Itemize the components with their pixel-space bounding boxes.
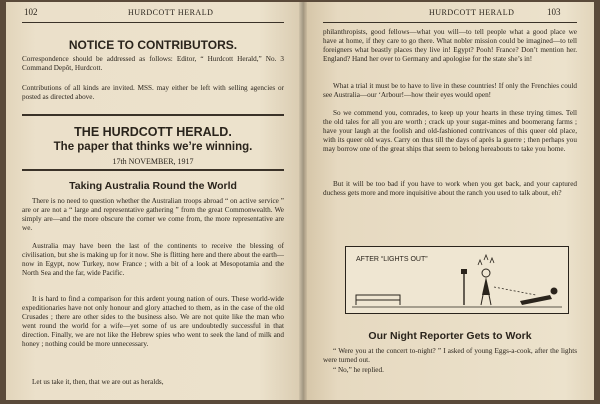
right-para-1: philanthropists, good fellows—what you will—to tell people what a good place we have at home, if they care to go there. What nobler mission could be imagined—to tell foreigners what beastly places they live in! Egypt? Pooh! France? Don’t mention her. England? Hand her over to Germany and apologise for the state she’s in! bbox=[323, 28, 577, 63]
article-para-2: Australia may have been the last of the continents to receive the blessing of civilisation, but she is making up for it now. She is flitting here and there about the earth—now in Egypt, now Turkey, now France ; with a bit of a look at Mesopotamia and the North Sea and the far, wide Pacific. bbox=[22, 242, 284, 277]
notice-para-2: Contributions of all kinds are invited. MSS. may either be left with selling agencies or posted as directed above. bbox=[22, 84, 284, 101]
running-head-left: HURDCOTT HERALD bbox=[128, 8, 214, 17]
header-rule-left bbox=[22, 22, 284, 23]
book-gutter bbox=[299, 2, 307, 400]
cartoon-after-lights-out bbox=[345, 246, 569, 314]
figure-head bbox=[482, 269, 490, 277]
right-para-2: What a trial it must be to have to live in these countries! If only the Frenchies could see Australia—our ‘Arbour!—how their eyes would open! bbox=[323, 82, 577, 99]
right-article-para-1: “ Were you at the concert to-night? ” I asked of young Eggs-a-cook, after the lights were turned out. bbox=[323, 347, 577, 364]
right-article-para-2: “ No,” he replied. bbox=[333, 366, 384, 374]
article-para-1: There is no need to question whether the Australian troops abroad “ on active service ” are or are not a “ large and representative gathering ” from the great Commonwealth. We simply are—and the more obscure the corner we come from, the more representative are we. bbox=[22, 197, 284, 232]
masthead-title: THE HURDCOTT HERALD. bbox=[74, 125, 232, 139]
header-rule-right bbox=[323, 22, 577, 23]
reclining-figure-head bbox=[551, 288, 558, 295]
article-para-4: Let us take it, then, that we are out as heralds, bbox=[32, 378, 164, 386]
masthead-rule-top bbox=[22, 114, 284, 116]
right-para-3: So we commend you, comrades, to keep up your hearts in these trying times. Tell the old tales for all you are worth ; crack up your sugar-mines and boomerang farms ; have your laugh at the foolish and old-fashioned contrivances of this queer old place, with its queer old ways. Carry on thus till the days of après la guerre ; then perhaps you may borrow one of the great ships that seem to belong hereabouts to take you home. bbox=[323, 109, 577, 153]
cartoon-caption: AFTER “LIGHTS OUT” bbox=[356, 256, 428, 263]
page-number-right: 103 bbox=[547, 7, 561, 17]
right-page bbox=[303, 2, 594, 400]
book-spread bbox=[6, 2, 594, 400]
notice-title: NOTICE TO CONTRIBUTORS. bbox=[68, 38, 238, 52]
notice-para-1: Correspondence should be addressed as follows: Editor, “ Hurdcott Herald,” No. 3 Command Depôt, Hurdcott. bbox=[22, 55, 284, 72]
reclining-figure-body bbox=[520, 295, 552, 305]
stars-shape bbox=[478, 255, 494, 265]
running-head-right: HURDCOTT HERALD bbox=[429, 8, 515, 17]
masthead-tagline: The paper that thinks we’re winning. bbox=[53, 141, 253, 153]
right-para-4: But it will be too bad if you have to work when you get back, and your captured duchess gets more and more inquisitive about the ranch you used to talk about, eh? bbox=[323, 180, 577, 197]
masthead-rule-bottom bbox=[22, 169, 284, 171]
figure-body bbox=[482, 277, 490, 295]
left-page bbox=[6, 2, 303, 400]
bed-shape bbox=[356, 295, 400, 300]
masthead-date: 17th NOVEMBER, 1917 bbox=[112, 157, 194, 166]
article-para-3: It is hard to find a comparison for this ardent young nation of ours. These world-wide expeditionaries have not only honour and glory attached to them, as in the case of the old Crusades ; there are other sides to the business also. We are not quite like the man who went round the world for a wife—yet some of us are undoubtedly successful in that direction. Finally, we are not like the Hebrew spies who went to seek the land of milk and honey ; nothing could be more unnecessary. bbox=[22, 295, 284, 348]
article-title-right: Our Night Reporter Gets to Work bbox=[368, 330, 532, 342]
page-number-left: 102 bbox=[24, 7, 38, 17]
article-title-left: Taking Australia Round the World bbox=[69, 180, 237, 192]
cartoon-drawing bbox=[346, 247, 568, 313]
